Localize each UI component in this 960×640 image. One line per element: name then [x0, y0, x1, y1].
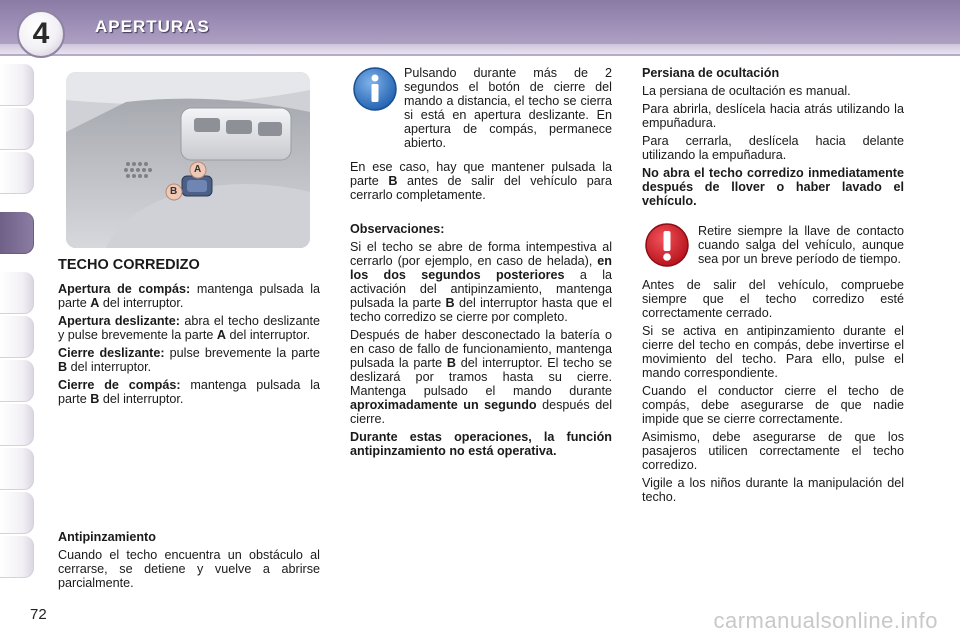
info-text: Pulsando durante más de 2 segundos el botón de cierre del mando a distancia, el techo se cierra si está en apertura deslizante. En apertura de compás, permanece abierto. — [404, 66, 612, 150]
side-tab-4-active[interactable] — [0, 212, 34, 254]
antipinch-title: Antipinzamiento — [58, 530, 156, 544]
page-number: 72 — [30, 606, 47, 623]
warning-text: Retire siempre la llave de contacto cuando salga del vehículo, aunque sea por un breve período de tiempo. — [698, 224, 904, 266]
instruction-1: Apertura de compás: mantenga pulsada la parte A del interruptor. — [58, 282, 321, 310]
photo-label-b: B — [170, 186, 178, 197]
observation-3: Durante estas operaciones, la función antipinzamiento no está operativa. — [350, 430, 612, 458]
blind-section — [642, 66, 904, 212]
roof-console-illustration — [66, 72, 310, 248]
warning-note — [698, 224, 904, 270]
warning-icon — [644, 222, 690, 268]
photo-label-a: A — [194, 164, 202, 175]
blind-text-1: La persiana de ocultación es manual. — [642, 84, 851, 98]
side-tab-5[interactable] — [0, 272, 34, 314]
left-column — [58, 258, 320, 410]
safety-text-2: Si se activa en antipinzamiento durante el cierre del techo en compás, debe invertirse el movimiento del techo. Para ello, pulse el mando correspondiente. — [642, 324, 904, 380]
instruction-4: Cierre de compás: mantenga pulsada la parte B del interruptor. — [58, 378, 320, 406]
side-tab-1[interactable] — [0, 64, 34, 106]
observation-1: Si el techo se abre de forma intempestiva al cerrarlo (por ejemplo, en caso de helada), en los dos segundos posteriores a la activación del antipinzamiento, mantenga pulsada la parte B del interruptor hasta que el techo corredizo se cierre por completo. — [350, 240, 612, 324]
chapter-number-badge — [17, 10, 65, 58]
antipinch-text: Cuando el techo encuentra un obstáculo al cerrarse, se detiene y vuelve a abrirse parcialmente. — [58, 548, 320, 590]
chapter-number: 4 — [32, 17, 50, 50]
info-icon — [352, 66, 398, 112]
watermark: carmanualsonline.info — [713, 608, 938, 633]
safety-text-4: Asimismo, debe asegurarse de que los pasajeros utilicen correctamente el techo corredizo. — [642, 430, 904, 472]
header-band — [0, 44, 960, 54]
side-tab-2[interactable] — [0, 108, 34, 150]
antipinch-section — [58, 530, 320, 594]
blind-text-3: Para cerrarla, deslícela hacia delante utilizando la empuñadura. — [642, 134, 904, 162]
observations-title: Observaciones: — [350, 222, 445, 236]
middle-column — [350, 160, 612, 462]
safety-section — [642, 278, 904, 508]
side-tab-6[interactable] — [0, 316, 34, 358]
side-tab-3[interactable] — [0, 152, 34, 194]
chapter-title: APERTURAS — [95, 17, 210, 36]
side-tab-10[interactable] — [0, 492, 34, 534]
side-tab-8[interactable] — [0, 404, 34, 446]
instruction-3: Cierre deslizante: pulse brevemente la parte B del interruptor. — [58, 346, 320, 374]
instruction-2: Apertura deslizante: abra el techo deslizante y pulse brevemente la parte A del interruptor. — [58, 314, 320, 342]
observation-2: Después de haber desconectado la batería o en caso de fallo de funcionamiento, mantenga pulsada la parte B del interruptor. El techo se deslizará por tramos hasta su cierre. Mantenga pulsado el mando durante aproximadamente un segundo después del cierre. — [350, 328, 612, 426]
side-tab-9[interactable] — [0, 448, 34, 490]
blind-text-2: Para abrirla, deslícela hacia atrás utilizando la empuñadura. — [642, 102, 904, 130]
safety-text-3: Cuando el conductor cierre el techo de compás, debe asegurarse de que nadie impide que se cierre correctamente. — [642, 384, 904, 426]
blind-title: Persiana de ocultación — [642, 66, 780, 80]
blind-warning: No abra el techo corredizo inmediatamente después de llover o haber lavado el vehículo. — [642, 166, 904, 208]
sunroof-switch-photo — [66, 72, 310, 248]
section-title: TECHO CORREDIZO — [58, 257, 200, 273]
side-tab-11[interactable] — [0, 536, 34, 578]
case-text: En ese caso, hay que mantener pulsada la parte B antes de salir del vehículo para cerrarlo completamente. — [350, 160, 612, 202]
side-tab-7[interactable] — [0, 360, 34, 402]
safety-text-5: Vigile a los niños durante la manipulación del techo. — [642, 476, 904, 504]
safety-text-1: Antes de salir del vehículo, compruebe siempre que el techo corredizo esté correctamente cerrado. — [642, 278, 904, 320]
info-note — [404, 66, 612, 154]
